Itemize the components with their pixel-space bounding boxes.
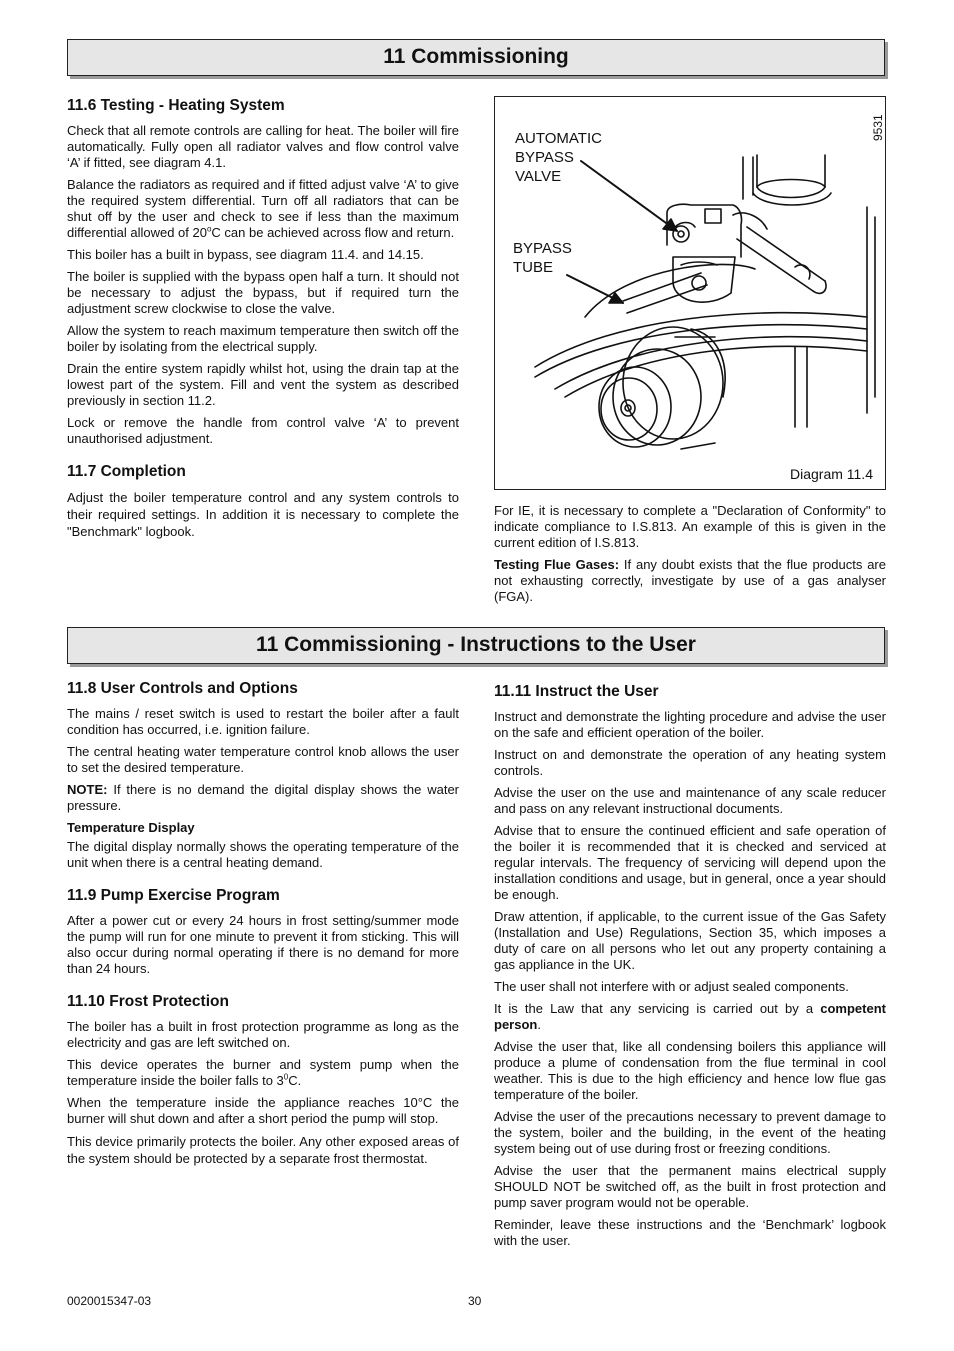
para-11-10-3: When the temperature inside the appliance reaches 10°C the burner will shut down and after a short period the pump will stop. <box>67 1095 459 1126</box>
para-11-6-1: Check that all remote controls are calling for heat. The boiler will fire automatically. Fully open all radiator valves and flow control valve ‘A’ if fitted, see diagram 4.1. <box>67 123 459 170</box>
label-bypass-tube: BYPASS TUBE <box>513 240 572 276</box>
para-11-11-6: The user shall not interfere with or adjust sealed components. <box>494 979 849 994</box>
degree-sup: o <box>206 224 212 234</box>
heading-11-11: 11.11 Instruct the User <box>494 683 659 700</box>
para-11-11-8: Advise the user of the precautions necessary to prevent damage to the system, boiler and the building, in the event of the heating system being out of use during frost or freezing conditions. <box>494 1109 886 1156</box>
para-11-6-2-text: Balance the radiators as required and if fitted adjust valve ‘A’ to give the required system differential. Turn off all radiators that can be shut off by the user and check to see if less than the maximum differential allowed of 20 <box>67 177 459 240</box>
para-11-10-4: This device primarily protects the boiler. Any other exposed areas of the system should be protected by a separate frost thermostat. <box>67 1134 459 1166</box>
para-11-6-5: Allow the system to reach maximum temperature then switch off the boiler by isolating from the electrical supply. <box>67 323 459 354</box>
para-ie-declaration: For IE, it is necessary to complete a "Declaration of Conformity" to indicate compliance to I.S.813. An example of this is given in the current edition of I.S.813. <box>494 503 886 550</box>
document-number: 0020015347-03 <box>67 1294 152 1308</box>
flue-gases-label: Testing Flue Gases: <box>494 557 620 572</box>
para-11-8-2: The central heating water temperature control knob allows the user to set the desired temperature. <box>67 744 459 775</box>
right-column-top <box>494 503 886 611</box>
para-11-6-6: Drain the entire system rapidly whilst hot, using the drain tap at the lowest part of the system. Fill and vent the system as described previously in section 11.2. <box>67 361 459 408</box>
heading-temperature-display: Temperature Display <box>67 820 195 835</box>
para-11-11-4: Advise that to ensure the continued efficient and safe operation of the boiler it is recommended that it is checked and serviced at regular intervals. The frequency of servicing will depend upon the installation conditions and usage, but in general, once a year should be enough. <box>494 823 886 902</box>
law-end: . <box>537 1017 541 1032</box>
left-column-top <box>67 97 459 546</box>
right-column-bottom <box>494 683 886 1255</box>
heading-11-6: 11.6 Testing - Heating System <box>67 97 285 114</box>
para-11-10-2-tail: C. <box>288 1073 302 1088</box>
diagram-reference-number: 9531 <box>871 114 885 141</box>
degree-sup-2: 0 <box>283 1072 289 1082</box>
diagram-11-4 <box>494 96 886 490</box>
heading-11-7: 11.7 Completion <box>67 463 186 480</box>
page-number: 30 <box>468 1294 482 1308</box>
para-11-11-3: Advise the user on the use and maintenance of any scale reducer and pass on any relevant instructional documents. <box>494 785 886 816</box>
para-11-11-5: Draw attention, if applicable, to the current issue of the Gas Safety (Installation and Use) Regulations, Section 35, which imposes a duty of care on all persons who let out any property containing a gas appliance in the UK. <box>494 909 886 972</box>
law-text: It is the Law that any servicing is carried out by a <box>494 1001 821 1016</box>
para-11-11-10: Reminder, leave these instructions and the ‘Benchmark’ logbook with the user. <box>494 1217 886 1248</box>
para-11-8-1: The mains / reset switch is used to restart the boiler after a fault condition has occurred, i.e. ignition failure. <box>67 706 459 737</box>
note-text: If there is no demand the digital display shows the water pressure. <box>67 782 459 813</box>
para-11-11-2: Instruct on and demonstrate the operation of any heating system controls. <box>494 747 886 778</box>
para-11-6-3: This boiler has a built in bypass, see diagram 11.4. and 14.15. <box>67 247 424 262</box>
para-11-11-1: Instruct and demonstrate the lighting procedure and advise the user on the safe and efficient operation of the boiler. <box>494 709 886 740</box>
diagram-caption: Diagram 11.4 <box>789 466 873 482</box>
flue-gases-text: If any doubt exists that the flue products are not exhausting correctly, investigate by use of a gas analyser (FGA). <box>494 557 886 604</box>
para-11-9: After a power cut or every 24 hours in frost setting/summer mode the pump will run for one minute to prevent it from sticking. This will also occur during normal operating if there is no demand for more than 24 hours. <box>67 913 459 976</box>
heading-11-8: 11.8 User Controls and Options <box>67 680 298 697</box>
para-11-6-2 <box>67 177 459 241</box>
para-11-6-2-tail: C can be achieved across flow and return. <box>211 225 455 240</box>
note-label: NOTE: <box>67 782 108 797</box>
para-11-6-4: The boiler is supplied with the bypass open half a turn. It should not be necessary to adjust the bypass, but if required turn the adjustment screw clockwise to close the valve. <box>67 269 459 316</box>
para-11-11-law <box>494 1001 886 1033</box>
para-11-8-note <box>67 782 459 814</box>
para-11-10-2-text: This device operates the burner and system pump when the temperature inside the boiler falls to 3 <box>67 1057 459 1088</box>
section-banner-instructions-to-user: 11 Commissioning - Instructions to the User <box>67 627 885 664</box>
para-11-10-2 <box>67 1057 459 1089</box>
section-banner-commissioning: 11 Commissioning <box>67 39 885 76</box>
para-11-8-3: The digital display normally shows the operating temperature of the unit when there is a central heating demand. <box>67 839 459 870</box>
para-11-10-1: The boiler has a built in frost protection programme as long as the electricity and gas are left switched on. <box>67 1019 459 1050</box>
para-11-6-7: Lock or remove the handle from control valve ‘A’ to prevent unauthorised adjustment. <box>67 415 459 446</box>
para-11-11-7: Advise the user that, like all condensing boilers this appliance will produce a plume of condensation from the flue terminal in cool weather. This is due to the high efficiency and hence low flue gas temperature of the boiler. <box>494 1039 886 1102</box>
para-11-7: Adjust the boiler temperature control and any system controls to their required settings. In addition it is necessary to complete the "Benchmark" logbook. <box>67 490 459 539</box>
heading-11-9: 11.9 Pump Exercise Program <box>67 887 280 904</box>
heading-11-10: 11.10 Frost Protection <box>67 993 229 1010</box>
para-11-11-9: Advise the user that the permanent mains electrical supply SHOULD NOT be switched off, as the built in frost protection and pump saver program would not be operable. <box>494 1163 886 1210</box>
label-automatic-bypass-valve: AUTOMATIC BYPASS VALVE <box>515 130 602 185</box>
competent-person: competent person <box>494 1001 886 1032</box>
left-column-bottom <box>67 680 459 1173</box>
para-testing-flue-gases <box>494 557 886 605</box>
